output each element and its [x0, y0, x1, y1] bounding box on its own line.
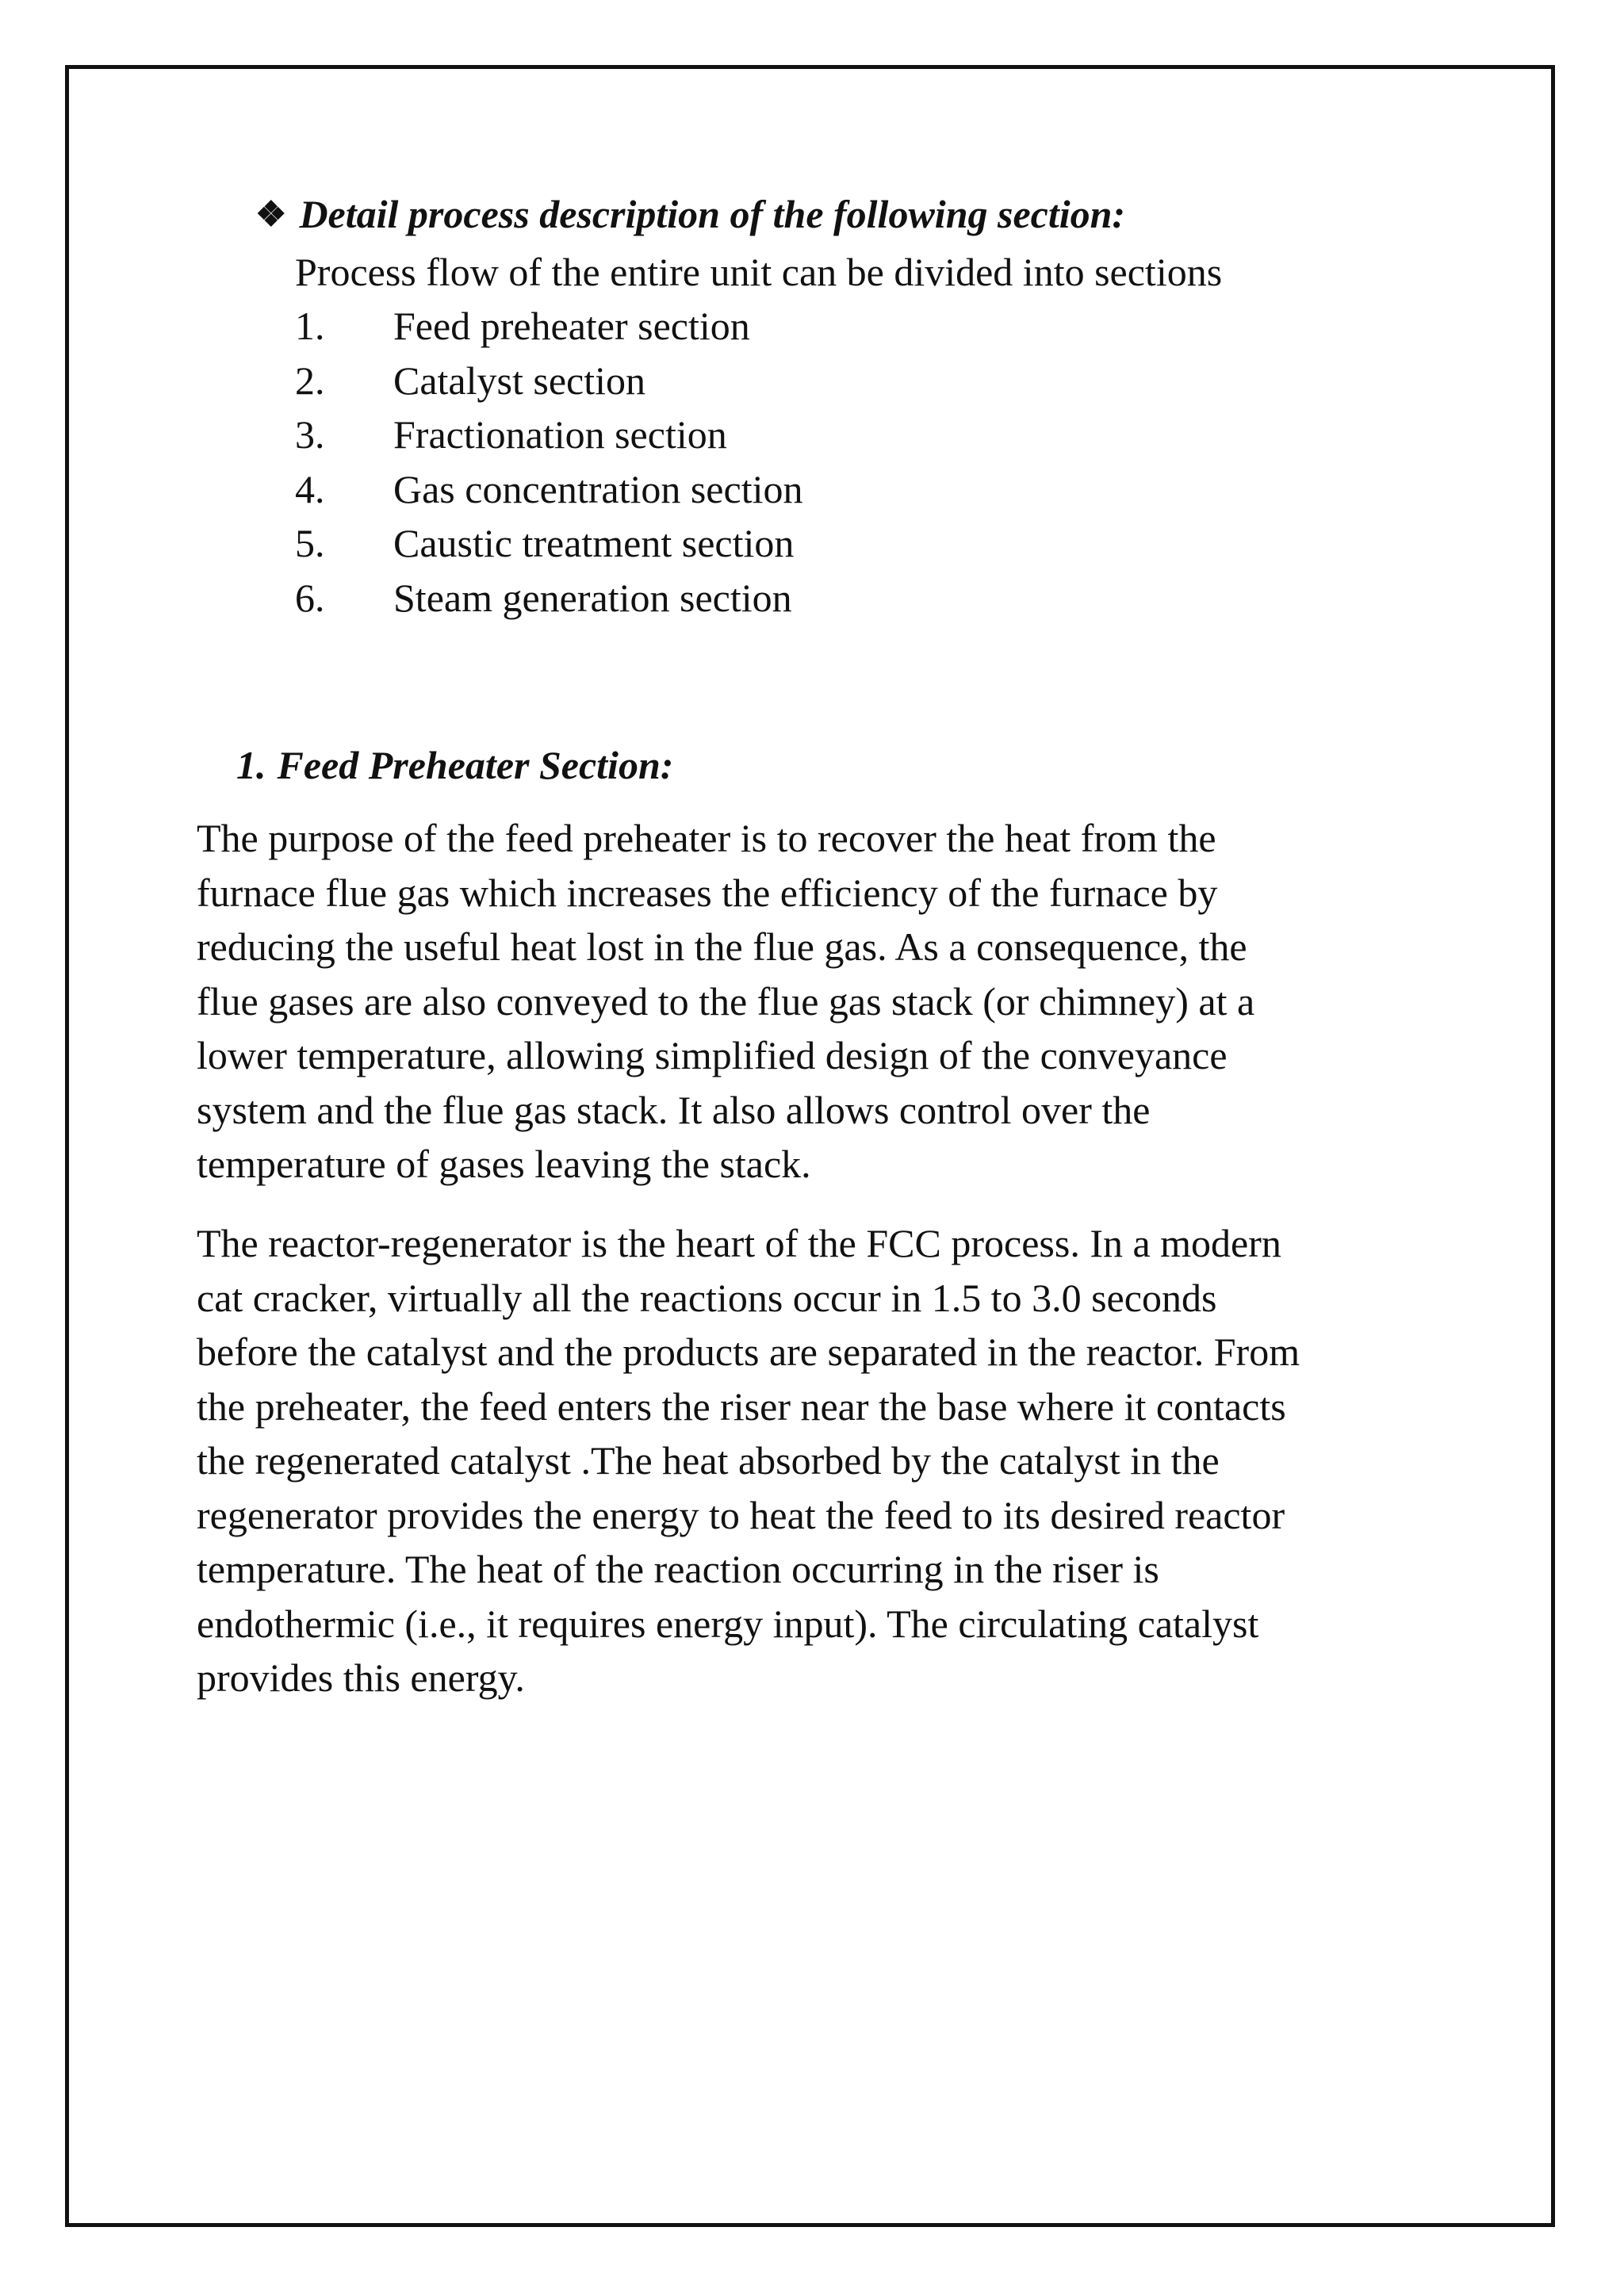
paragraph-line: provides this energy. [197, 1655, 525, 1700]
intro-text: Process flow of the entire unit can be divided into sections [295, 250, 1223, 294]
list-item-number: 1. [295, 304, 325, 348]
paragraph-feed-preheater [197, 811, 1254, 1192]
paragraph-line: system and the flue gas stack. It also allows control over the [197, 1087, 1151, 1132]
subsection-heading [236, 745, 673, 785]
list-item-label: Fractionation section [393, 412, 727, 457]
list-item [295, 358, 802, 415]
paragraph-line: before the catalyst and the products are separated in the reactor. From [197, 1330, 1300, 1374]
list-item-label: Feed preheater section [393, 304, 750, 348]
list-item-number: 5. [295, 521, 325, 565]
paragraph-line: The reactor-regenerator is the heart of the FCC process. In a modern [197, 1221, 1281, 1265]
list-item-number: 3. [295, 412, 325, 457]
list-item [295, 466, 803, 524]
list-item [295, 523, 802, 578]
list-item [295, 306, 802, 361]
list-item [295, 412, 802, 469]
section-heading-text: Detail process description of the following section: [299, 192, 1126, 236]
paragraph-line: The purpose of the feed preheater is to recover the heat from the [197, 816, 1216, 860]
list-item [295, 575, 802, 633]
paragraph-line: flue gases are also conveyed to the flue gas stack (or chimney) at a [197, 978, 1255, 1024]
section-heading [255, 194, 1125, 234]
paragraph-line: cat cracker, virtually all the reactions occur in 1.5 to 3.0 seconds [197, 1275, 1217, 1320]
list-item-number: 6. [295, 575, 325, 620]
diamond-bullet-icon: ❖ [255, 195, 287, 234]
paragraph-line: regenerator provides the energy to heat the feed to its desired reactor [197, 1492, 1285, 1537]
section-list [295, 306, 802, 632]
paragraph-reactor-regenerator [197, 1216, 1300, 1705]
paragraph-line: furnace flue gas which increases the efficiency of the furnace by [197, 870, 1218, 915]
paragraph-line: reducing the useful heat lost in the flue gas. As a consequence, the [197, 924, 1247, 969]
list-item-number: 4. [295, 466, 325, 511]
subsection-number: 1. [236, 743, 266, 787]
list-item-label: Catalyst section [393, 358, 645, 403]
list-item-number: 2. [295, 358, 325, 403]
paragraph-line: the preheater, the feed enters the riser near the base where it contacts [197, 1383, 1286, 1429]
paragraph-line: endothermic (i.e., it requires energy input). The circulating catalyst [197, 1601, 1259, 1646]
subsection-title: Feed Preheater Section: [277, 743, 674, 787]
paragraph-line: the regenerated catalyst .The heat absorbed by the catalyst in the [197, 1438, 1220, 1483]
list-item-label: Gas concentration section [393, 466, 803, 511]
paragraph-line: temperature of gases leaving the stack. [197, 1142, 811, 1186]
list-item-label: Steam generation section [393, 575, 792, 620]
paragraph-line: lower temperature, allowing simplified design of the conveyance [197, 1033, 1228, 1077]
list-item-label: Caustic treatment section [393, 521, 795, 565]
paragraph-line: temperature. The heat of the reaction occurring in the riser is [197, 1547, 1159, 1591]
